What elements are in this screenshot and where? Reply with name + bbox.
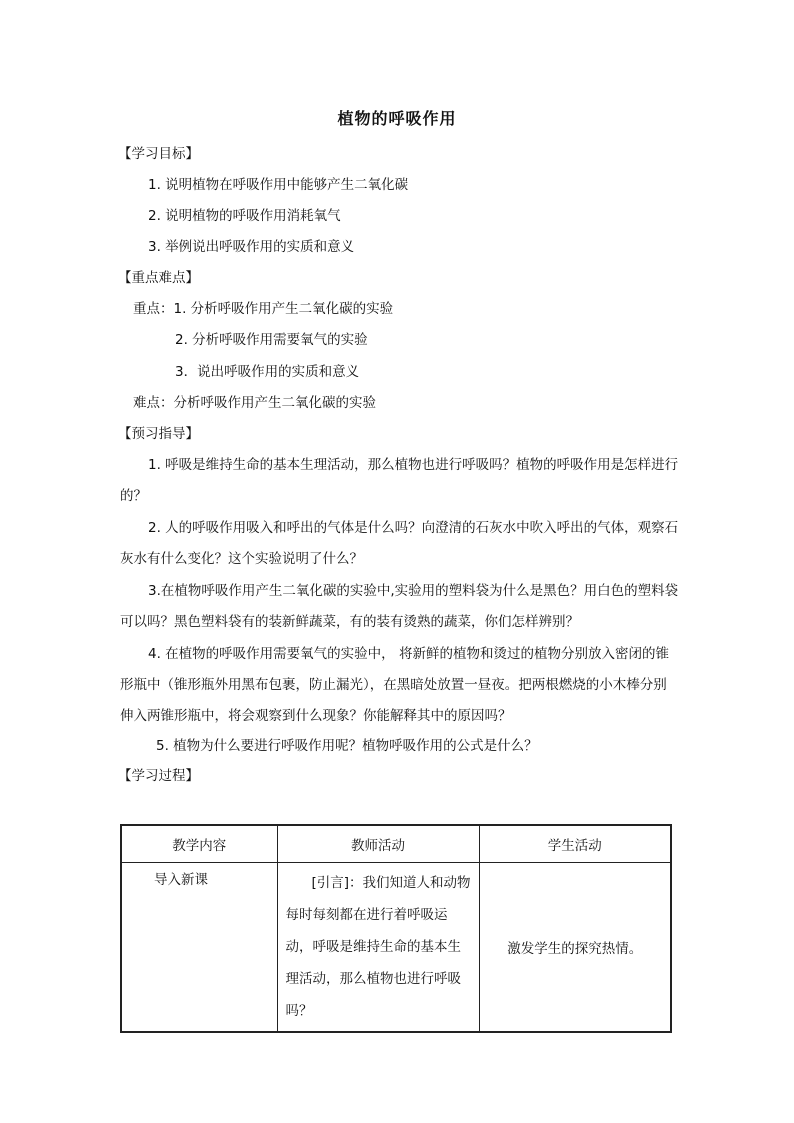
student-activity-cell: 激发学生的探究热情。	[479, 863, 671, 1033]
section-heading-objectives: 【学习目标】	[118, 146, 199, 162]
table-header-cell: 教师活动	[277, 825, 479, 863]
preview-question: 1. 呼吸是维持生命的基本生理活动，那么植物也进行呼吸吗？植物的呼吸作用是怎样进行的？	[120, 457, 679, 504]
section-heading-preview: 【预习指导】	[118, 426, 199, 442]
section-heading-process: 【学习过程】	[118, 768, 199, 784]
key-point-difficulty: 难点：分析呼吸作用产生二氧化碳的实验	[133, 395, 376, 411]
table-row	[121, 863, 671, 1033]
teaching-content-cell: 导入新课	[121, 863, 277, 1033]
preview-question: 2. 人的呼吸作用吸入和呼出的气体是什么吗？向澄清的石灰水中吹入呼出的气体，观察石灰水有什么变化？这个实验说明了什么？	[120, 520, 679, 567]
objective-item: 3. 举例说出呼吸作用的实质和意义	[148, 239, 355, 255]
key-point-focus: 重点：1. 分析呼吸作用产生二氧化碳的实验	[133, 301, 394, 317]
preview-question: 5. 植物为什么要进行呼吸作用呢？植物呼吸作用的公式是什么？	[156, 738, 538, 754]
key-point-focus-item: 3．说出呼吸作用的实质和意义	[175, 364, 360, 380]
document-title: 植物的呼吸作用	[337, 109, 457, 128]
objective-item: 1. 说明植物在呼吸作用中能够产生二氧化碳	[148, 177, 409, 193]
preview-question: 4. 在植物的呼吸作用需要氧气的实验中， 将新鲜的植物和烫过的植物分别放入密闭的锥形瓶中（锥形瓶外用黑布包裹，防止漏光），在黑暗处放置一昼夜。把两根燃烧的小木棒分别伸入两锥形瓶中，将会观察到什么现象？你能解释其中的原因吗？	[120, 646, 669, 724]
preview-question: 3.在植物呼吸作用产生二氧化碳的实验中,实验用的塑料袋为什么是黑色？用白色的塑料袋可以吗？黑色塑料袋有的装新鲜蔬菜，有的装有烫熟的蔬菜，你们怎样辨别？	[120, 583, 679, 630]
key-point-focus-item: 2. 分析呼吸作用需要氧气的实验	[175, 332, 368, 348]
learning-process-table	[120, 824, 672, 1033]
section-heading-key-points: 【重点难点】	[118, 270, 199, 286]
table-header-cell: 教学内容	[121, 825, 277, 863]
table-header-row	[121, 825, 671, 863]
table-header-cell: 学生活动	[479, 825, 671, 863]
teacher-activity-cell: [引言]：我们知道人和动物每时每刻都在进行着呼吸运动，呼吸是维持生命的基本生理活动，那么植物也进行呼吸吗？	[277, 863, 479, 1033]
objective-item: 2. 说明植物的呼吸作用消耗氧气	[148, 208, 341, 224]
